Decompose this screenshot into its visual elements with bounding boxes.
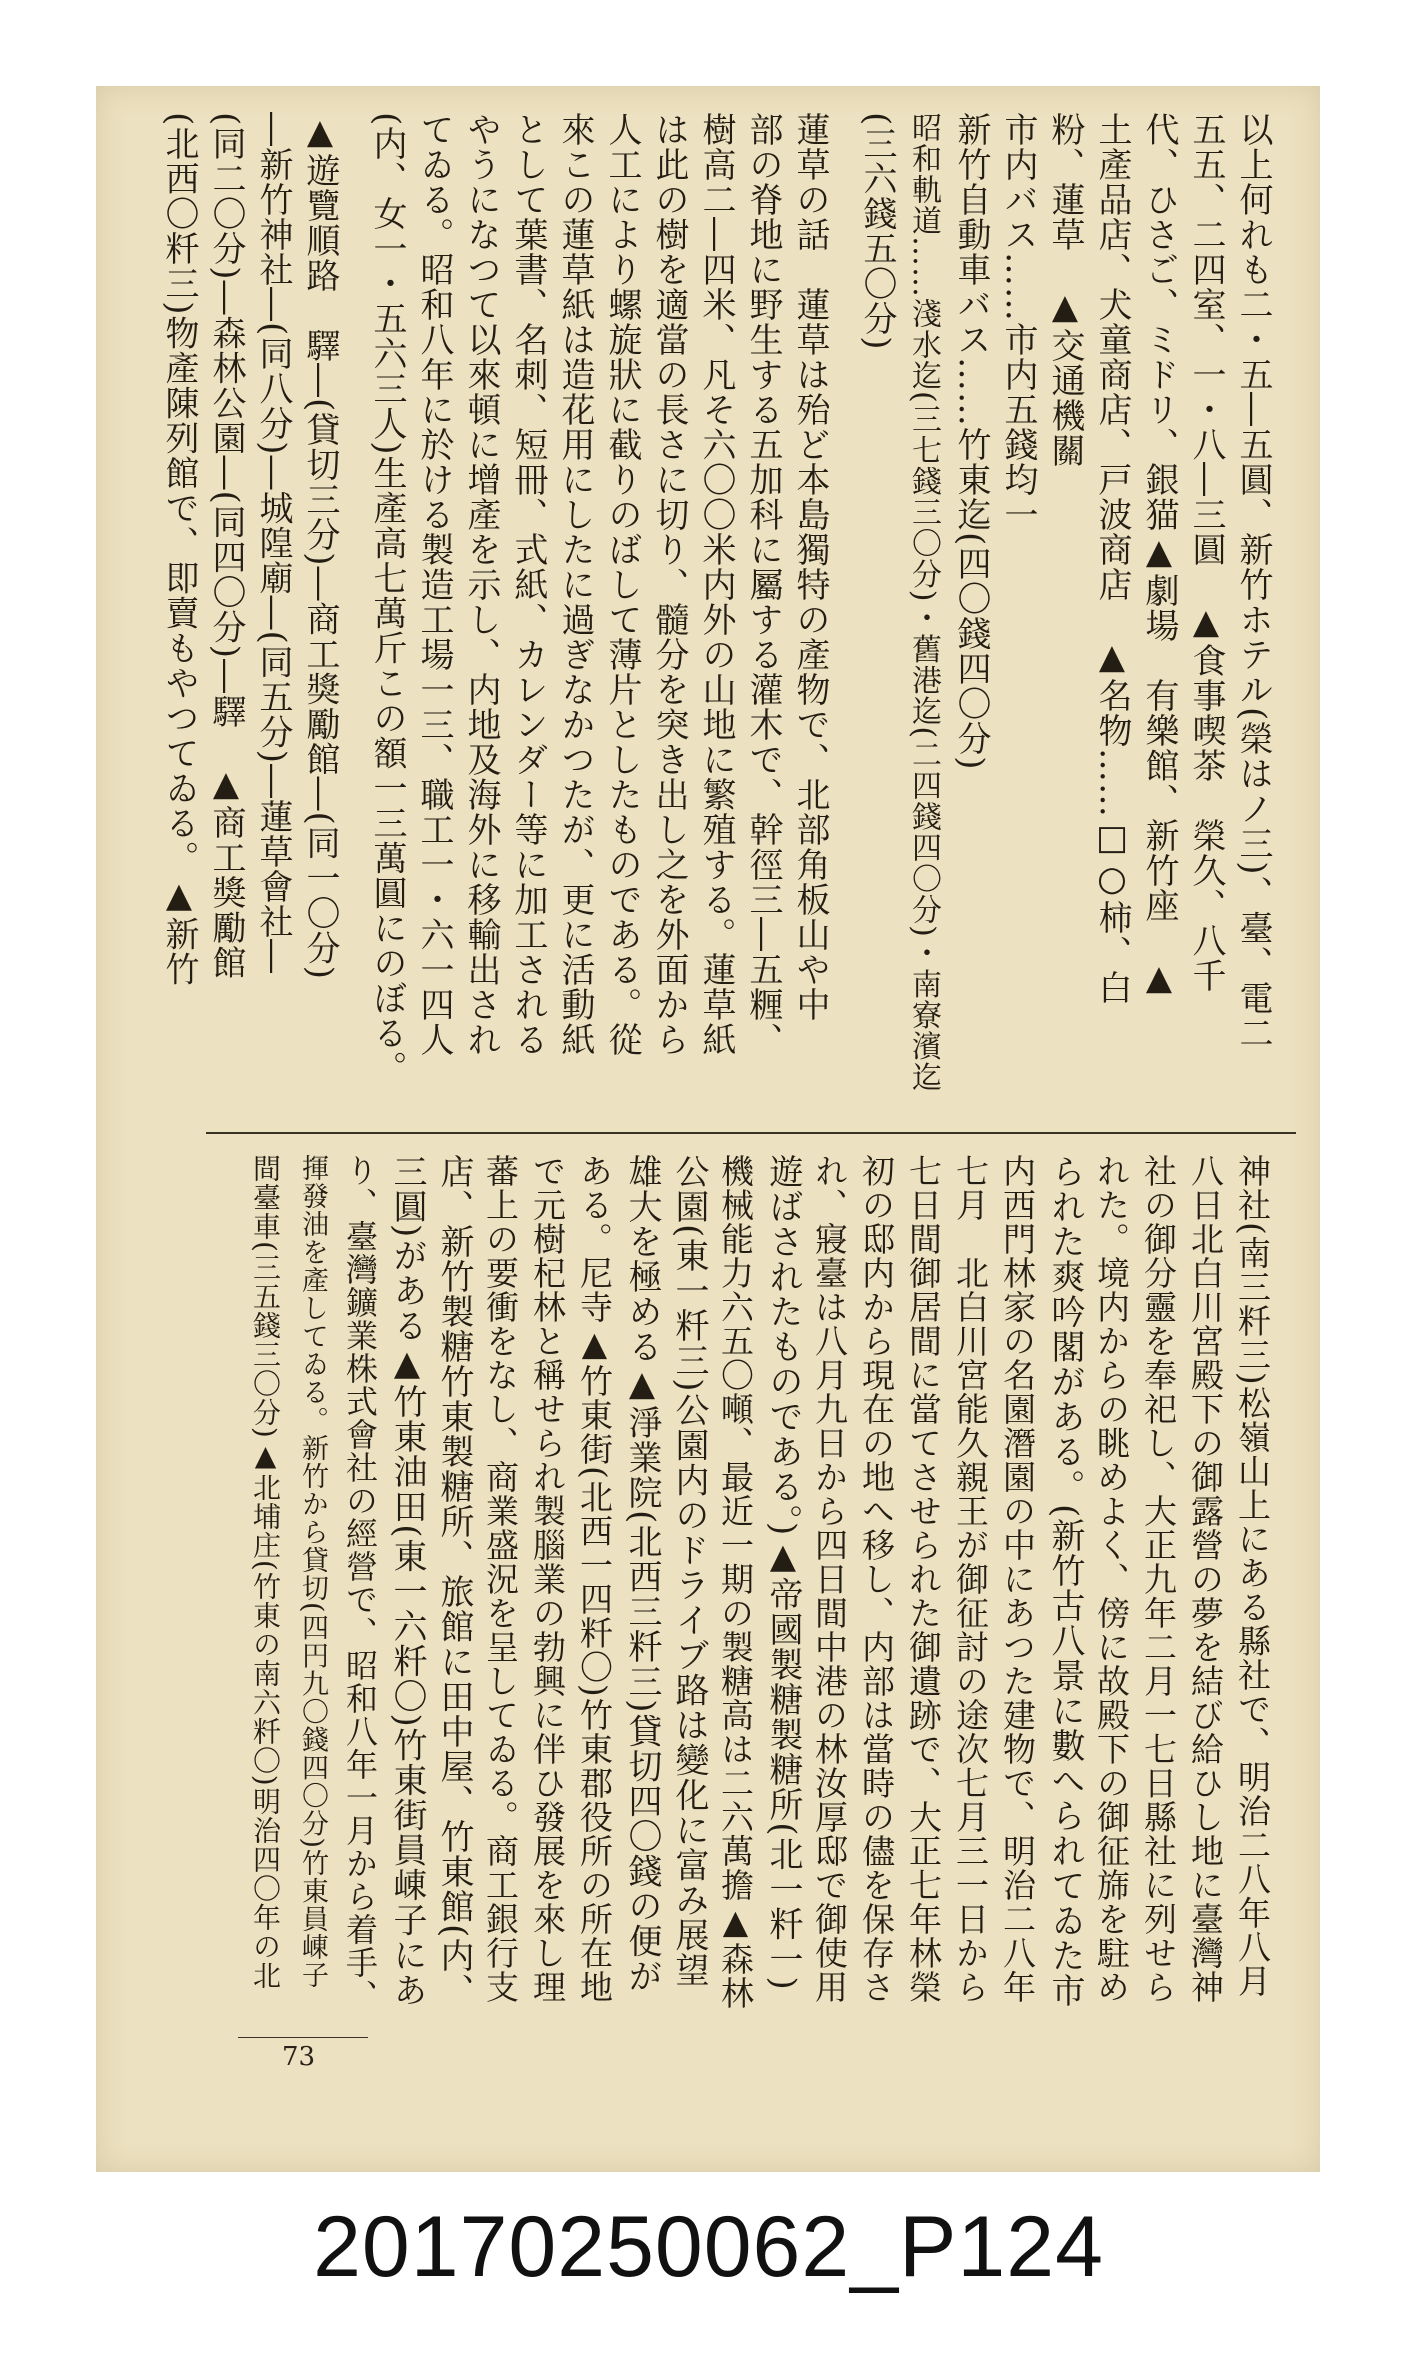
text-line: り、臺灣鑛業株式會社の經營で、昭和八年一月から着手、: [341, 1154, 379, 2012]
text-line: 三圓)がある▲竹東油田(東一六粁〇)竹東街員崠子にあ: [387, 1154, 427, 2008]
text-line: 土產品店、犬童商店、戸波商店 ▲名物……□○柿、白: [1092, 112, 1132, 1005]
text-line: 來この蓮草紙は造花用にしたに過ぎなかつたが、更に活動紙: [555, 112, 595, 1057]
text-line: 昭和軌道……淺水迄(三七錢三〇分)・舊港迄(二四錢四〇分)・南寮濱迄: [906, 112, 941, 1093]
text-line: 五五、二四室、一・八―三圓 ▲食事喫茶 榮久、八千: [1186, 112, 1226, 993]
page-number: 73: [282, 2042, 316, 2072]
text-line: られた爽吟閣がある。(新竹古八景に數へられてゐた市: [1045, 1154, 1085, 2009]
text-line: 樹高二―四米、凡そ六〇〇米内外の山地に繁殖する。蓮草紙: [696, 112, 736, 1057]
text-line: 神社(南三粁三)松嶺山上にある縣社で、明治二八年八月: [1233, 1154, 1272, 1998]
text-line: 蕃上の要衝をなし、商業盛況を呈してゐる。商工銀行支: [481, 1154, 520, 2004]
text-line: ―新竹神社―(同八分)―城隍廟―(同五分)―蓮草會社―: [253, 112, 293, 975]
text-line: 新竹自動車バス……竹東迄(四〇錢四〇分): [951, 112, 991, 771]
text-line: てゐる。昭和八年に於ける製造工場一三、職工一・六一四人: [414, 112, 454, 1057]
text-line: 遊ばされたものである。)▲帝國製糖製糖所(北一粁一): [763, 1154, 803, 1991]
text-line: 店、新竹製糖竹東製糖所、旅館に田中屋、竹東館(内、: [434, 1154, 474, 2009]
text-line: (同二〇分)―森林公園―(同四〇分)―驛 ▲商工獎勵館: [206, 112, 246, 981]
text-line: 揮發油を產してゐる。新竹から貸切(四円九〇錢四〇分)竹東員崠子: [297, 1154, 328, 1990]
text-line: (三六錢五〇分): [857, 112, 897, 351]
text-line: 雄大を極める▲淨業院(北西三粁三)貸切四〇錢の便が: [622, 1154, 662, 1994]
text-line: で元樹杞林と稱せられ製腦業の勃興に伴ひ發展を來し理: [528, 1154, 567, 2004]
paragraph-gap: [343, 112, 363, 1122]
text-line: れ、寢臺は八月九日から四日間中港の林汝厚邸で御使用: [810, 1154, 849, 2004]
text-line: れた。境内からの眺めよく、傍に故殿下の御征旆を駐め: [1092, 1154, 1131, 2004]
text-line: ある。尼寺▲竹東街(北西一四粁〇)竹東郡役所の所在地: [575, 1154, 614, 2004]
text-line: 市内バス……市内五錢均一: [998, 112, 1038, 532]
upper-text-block: [155, 112, 1276, 1122]
text-line: 間臺車(三五錢三〇分)▲北埔庄(竹東の南六粁〇)明治四〇年の北: [249, 1154, 282, 1990]
text-line: 人工により螺旋狀に截りのばして薄片としたものである。從: [602, 112, 642, 1057]
text-line: 内西門林家の名園潛園の中にあつた建物で、明治二八年: [998, 1154, 1037, 2004]
text-line: 以上何れも二・五―五圓、新竹ホテル(榮はノ三)、臺、電二: [1233, 112, 1273, 1051]
text-line: (北西〇粁三)物產陳列館で、即賣もやつてゐる。▲新竹: [159, 112, 199, 987]
text-line: 八日北白川宮殿下の御露營の夢を結び給ひし地に臺灣神: [1186, 1154, 1225, 2004]
text-line: 初の邸内から現在の地へ移し、内部は當時の儘を保存さ: [857, 1154, 896, 2004]
text-line: 代、ひさご、ミドリ、銀猫▲劇場 有樂館、新竹座 ▲: [1139, 112, 1179, 999]
text-line: として葉書、名刺、短冊、式紙、カレンダー等に加工される: [508, 112, 548, 1057]
text-line: 社の御分靈を奉祀し、大正九年二月一七日縣社に列せら: [1139, 1154, 1178, 2004]
text-line: 公園(東一粁三)公園内のドライブ路は變化に富み展望: [669, 1154, 709, 1988]
text-line: 機械能力六五〇噸、最近一期の製糖高は二六萬擔▲森林: [716, 1154, 755, 2010]
text-line: やうになつて以來頓に增產を示し、内地及海外に移輸出され: [461, 112, 501, 1057]
text-line: 粉、蓮草 ▲交通機關: [1045, 112, 1085, 468]
section-divider: [206, 1132, 1296, 1134]
paragraph-gap: [833, 112, 853, 1122]
text-line: (内、女一・五六三人)生產高七萬斤この額一三萬圓にのぼる。: [367, 112, 407, 1086]
text-line: 七日間御居間に當てさせられた御遺跡で、大正七年林榮: [904, 1154, 943, 2004]
scanned-book-page: [96, 86, 1320, 2172]
lower-text-block: [242, 1154, 1276, 2014]
text-line: ▲遊覽順路 驛―(貸切三分)―商工獎勵館―(同一〇分): [300, 112, 340, 981]
page-number-rule: [238, 2037, 368, 2038]
text-line: 部の脊地に野生する五加科に屬する灌木で、幹徑三―五糎、: [743, 112, 783, 1057]
image-caption: 20170250062_P124: [313, 2199, 1104, 2295]
text-line: は此の樹を適當の長さに切り、髓分を突き出し之を外面から: [649, 112, 689, 1057]
text-line: 七月 北白川宮能久親王が御征討の途次七月三一日から: [951, 1154, 990, 2004]
text-line: 蓮草の話 蓮草は殆ど本島獨特の產物で、北部角板山や中: [790, 112, 830, 1022]
